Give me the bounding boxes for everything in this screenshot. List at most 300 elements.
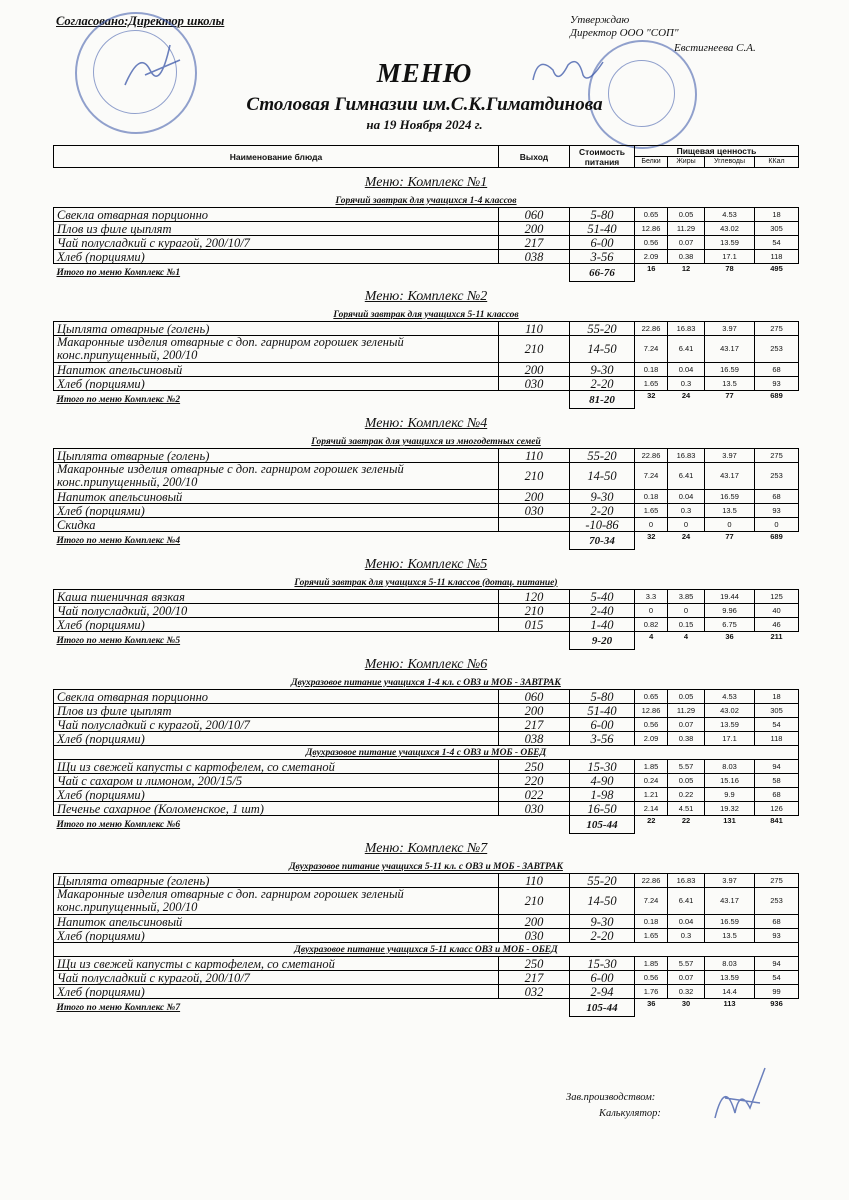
dish-protein: 0.65 bbox=[635, 208, 668, 222]
table-row bbox=[54, 518, 799, 532]
table-row bbox=[54, 322, 799, 336]
dish-price: 55-20 bbox=[570, 322, 635, 336]
dish-output: 060 bbox=[499, 690, 570, 704]
dish-protein: 7.24 bbox=[635, 336, 668, 363]
dish-protein: 7.24 bbox=[635, 888, 668, 915]
dish-output: 200 bbox=[499, 222, 570, 236]
dish-output: 250 bbox=[499, 957, 570, 971]
dish-name: Хлеб (порциями) bbox=[54, 732, 499, 746]
dish-name: Цыплята отварные (голень) bbox=[54, 874, 499, 888]
table-row bbox=[54, 929, 799, 943]
dish-name: Чай полусладкий, 200/10 bbox=[54, 604, 499, 618]
dish-price: 14-50 bbox=[570, 888, 635, 915]
dish-kcal: 68 bbox=[755, 363, 799, 377]
dish-name: Скидка bbox=[54, 518, 499, 532]
table-row bbox=[54, 802, 799, 816]
dish-name: Хлеб (порциями) bbox=[54, 788, 499, 802]
dish-fat: 0.32 bbox=[668, 985, 705, 999]
dish-price: 5-40 bbox=[570, 590, 635, 604]
dish-protein: 0.18 bbox=[635, 490, 668, 504]
total-label: Итого по меню Комплекс №5 bbox=[56, 635, 181, 646]
dish-fat: 0.05 bbox=[668, 774, 705, 788]
dish-kcal: 54 bbox=[755, 236, 799, 250]
dish-carbs: 9.96 bbox=[705, 604, 755, 618]
total-protein: 4 bbox=[649, 632, 654, 641]
dish-protein: 22.86 bbox=[635, 874, 668, 888]
dish-price: 51-40 bbox=[570, 222, 635, 236]
dish-price: -10-86 bbox=[570, 518, 635, 532]
dish-fat: 0.3 bbox=[668, 504, 705, 518]
table-row bbox=[54, 336, 799, 363]
dish-output: 200 bbox=[499, 915, 570, 929]
dish-protein: 7.24 bbox=[635, 463, 668, 490]
dish-price: 9-30 bbox=[570, 490, 635, 504]
dish-kcal: 126 bbox=[755, 802, 799, 816]
dish-protein: 1.76 bbox=[635, 985, 668, 999]
dish-output: 030 bbox=[499, 504, 570, 518]
dish-output: 210 bbox=[499, 463, 570, 490]
total-kcal: 495 bbox=[770, 264, 783, 273]
footer-calculator-label: Калькулятор: bbox=[599, 1108, 661, 1119]
dish-fat: 0.07 bbox=[668, 236, 705, 250]
dish-carbs: 14.4 bbox=[705, 985, 755, 999]
dish-protein: 2.14 bbox=[635, 802, 668, 816]
dish-name: Хлеб (порциями) bbox=[54, 377, 499, 391]
dish-price: 55-20 bbox=[570, 449, 635, 463]
dish-carbs: 16.59 bbox=[705, 490, 755, 504]
dish-fat: 16.83 bbox=[668, 322, 705, 336]
dish-kcal: 94 bbox=[755, 957, 799, 971]
dish-price: 3-56 bbox=[570, 732, 635, 746]
dish-protein: 0 bbox=[635, 604, 668, 618]
header-kcal: ККал bbox=[755, 157, 799, 168]
dish-protein: 1.85 bbox=[635, 760, 668, 774]
dish-name: Щи из свежей капусты с картофелем, со сметаной bbox=[54, 760, 499, 774]
section-subtitle-row bbox=[54, 746, 799, 760]
table-row bbox=[54, 604, 799, 618]
dish-carbs: 0 bbox=[705, 518, 755, 532]
section-subtitle: Двухразовое питание учащихся 1-4 с ОВЗ и МОБ - ОБЕД bbox=[54, 746, 799, 760]
dish-price: 1-98 bbox=[570, 788, 635, 802]
dish-output: 120 bbox=[499, 590, 570, 604]
total-carbs: 113 bbox=[723, 999, 736, 1008]
dish-fat: 0.05 bbox=[668, 208, 705, 222]
total-price: 66-76 bbox=[570, 264, 635, 282]
dish-price: 3-56 bbox=[570, 250, 635, 264]
complex-heading-row bbox=[54, 834, 799, 861]
dish-price: 14-50 bbox=[570, 336, 635, 363]
dish-carbs: 43.02 bbox=[705, 704, 755, 718]
dish-carbs: 6.75 bbox=[705, 618, 755, 632]
dish-name: Хлеб (порциями) bbox=[54, 985, 499, 999]
approval-right-line2: Директор ООО "СОП" bbox=[570, 27, 679, 39]
complex-heading: Меню: Комплекс №1 bbox=[364, 175, 488, 190]
dish-carbs: 13.59 bbox=[705, 971, 755, 985]
dish-kcal: 99 bbox=[755, 985, 799, 999]
dish-carbs: 16.59 bbox=[705, 915, 755, 929]
dish-carbs: 3.97 bbox=[705, 322, 755, 336]
section-subtitle: Горячий завтрак для учащихся 1-4 классов bbox=[335, 195, 517, 206]
header-fat: Жиры bbox=[668, 157, 705, 168]
dish-name: Напиток апельсиновый bbox=[54, 915, 499, 929]
dish-carbs: 19.32 bbox=[705, 802, 755, 816]
table-row bbox=[54, 888, 799, 915]
dish-price: 6-00 bbox=[570, 971, 635, 985]
dish-fat: 6.41 bbox=[668, 888, 705, 915]
table-row bbox=[54, 760, 799, 774]
dish-fat: 16.83 bbox=[668, 449, 705, 463]
total-price: 81-20 bbox=[570, 391, 635, 409]
dish-fat: 11.29 bbox=[668, 222, 705, 236]
dish-fat: 0.15 bbox=[668, 618, 705, 632]
table-row bbox=[54, 718, 799, 732]
dish-output: 110 bbox=[499, 322, 570, 336]
total-fat: 30 bbox=[681, 999, 691, 1008]
table-row bbox=[54, 590, 799, 604]
dish-kcal: 93 bbox=[755, 504, 799, 518]
header-nutrition: Пищевая ценность bbox=[635, 146, 799, 157]
dish-name: Чай с сахаром и лимоном, 200/15/5 bbox=[54, 774, 499, 788]
dish-fat: 0.3 bbox=[668, 929, 705, 943]
total-fat: 24 bbox=[681, 532, 691, 541]
total-kcal: 689 bbox=[770, 532, 783, 541]
table-row bbox=[54, 957, 799, 971]
dish-price: 51-40 bbox=[570, 704, 635, 718]
dish-fat: 0.07 bbox=[668, 971, 705, 985]
table-header-row bbox=[54, 146, 799, 157]
section-subtitle: Двухразовое питание учащихся 5-11 кл. с ОВЗ и МОБ - ЗАВТРАК bbox=[289, 861, 563, 872]
dish-price: 15-30 bbox=[570, 957, 635, 971]
header-price: Стоимость питания bbox=[570, 146, 635, 168]
dish-fat: 4.51 bbox=[668, 802, 705, 816]
dish-protein: 12.86 bbox=[635, 704, 668, 718]
dish-output: 217 bbox=[499, 236, 570, 250]
dish-protein: 2.09 bbox=[635, 732, 668, 746]
approval-right-name: Евстигнеева С.А. bbox=[674, 42, 756, 54]
total-protein: 32 bbox=[647, 391, 656, 400]
dish-output: 060 bbox=[499, 208, 570, 222]
dish-name: Чай полусладкий с курагой, 200/10/7 bbox=[54, 971, 499, 985]
dish-output: 110 bbox=[499, 449, 570, 463]
total-fat: 4 bbox=[683, 632, 689, 641]
dish-protein: 22.86 bbox=[635, 322, 668, 336]
table-row bbox=[54, 250, 799, 264]
dish-protein: 2.09 bbox=[635, 250, 668, 264]
dish-kcal: 253 bbox=[755, 888, 799, 915]
complex-total-row bbox=[54, 391, 799, 409]
total-fat: 12 bbox=[681, 264, 691, 273]
dish-name: Цыплята отварные (голень) bbox=[54, 322, 499, 336]
complex-total-row bbox=[54, 264, 799, 282]
dish-name: Макаронные изделия отварные с доп. гарниром горошек зеленый конс.припущенный, 200/10 bbox=[54, 336, 499, 363]
dish-carbs: 4.53 bbox=[705, 690, 755, 704]
dish-output: 200 bbox=[499, 490, 570, 504]
dish-kcal: 275 bbox=[755, 874, 799, 888]
dish-price: 55-20 bbox=[570, 874, 635, 888]
dish-carbs: 9.9 bbox=[705, 788, 755, 802]
dish-kcal: 253 bbox=[755, 463, 799, 490]
dish-kcal: 54 bbox=[755, 971, 799, 985]
total-price: 70-34 bbox=[570, 532, 635, 550]
dish-fat: 0.04 bbox=[668, 915, 705, 929]
dish-kcal: 18 bbox=[755, 690, 799, 704]
dish-price: 9-30 bbox=[570, 915, 635, 929]
complex-total-row bbox=[54, 999, 799, 1017]
complex-total-row bbox=[54, 816, 799, 834]
dish-output: 110 bbox=[499, 874, 570, 888]
section-subtitle-row bbox=[54, 943, 799, 957]
dish-kcal: 253 bbox=[755, 336, 799, 363]
dish-kcal: 305 bbox=[755, 222, 799, 236]
dish-name: Хлеб (порциями) bbox=[54, 618, 499, 632]
dish-fat: 0 bbox=[668, 604, 705, 618]
table-row bbox=[54, 915, 799, 929]
menu-date: на 19 Ноября 2024 г. bbox=[366, 117, 483, 132]
total-carbs: 36 bbox=[725, 632, 734, 641]
complex-heading-row bbox=[54, 550, 799, 577]
total-label: Итого по меню Комплекс №7 bbox=[56, 1002, 181, 1013]
menu-table bbox=[53, 145, 799, 1017]
total-carbs: 77 bbox=[725, 391, 734, 400]
table-row bbox=[54, 774, 799, 788]
section-subtitle: Двухразовое питание учащихся 5-11 класс ОВЗ и МОБ - ОБЕД bbox=[54, 943, 799, 957]
dish-fat: 0.38 bbox=[668, 250, 705, 264]
dish-carbs: 3.97 bbox=[705, 449, 755, 463]
table-row bbox=[54, 690, 799, 704]
section-subtitle-row bbox=[54, 676, 799, 690]
total-price: 105-44 bbox=[570, 999, 635, 1017]
dish-kcal: 68 bbox=[755, 788, 799, 802]
dish-carbs: 19.44 bbox=[705, 590, 755, 604]
dish-price: 6-00 bbox=[570, 718, 635, 732]
dish-protein: 22.86 bbox=[635, 449, 668, 463]
dish-output: 015 bbox=[499, 618, 570, 632]
dish-kcal: 68 bbox=[755, 490, 799, 504]
dish-output bbox=[499, 518, 570, 532]
dish-protein: 0.65 bbox=[635, 690, 668, 704]
dish-price: 2-20 bbox=[570, 929, 635, 943]
dish-protein: 3.3 bbox=[635, 590, 668, 604]
dish-output: 217 bbox=[499, 971, 570, 985]
table-row bbox=[54, 971, 799, 985]
footer-calculator bbox=[599, 1108, 661, 1119]
dish-kcal: 58 bbox=[755, 774, 799, 788]
dish-price: 5-80 bbox=[570, 690, 635, 704]
dish-fat: 0.07 bbox=[668, 718, 705, 732]
dish-name: Хлеб (порциями) bbox=[54, 504, 499, 518]
dish-price: 15-30 bbox=[570, 760, 635, 774]
section-subtitle: Горячий завтрак для учащихся 5-11 классов (дотац. питание) bbox=[294, 577, 558, 588]
footer-production bbox=[566, 1092, 655, 1103]
dish-carbs: 43.17 bbox=[705, 888, 755, 915]
dish-output: 038 bbox=[499, 732, 570, 746]
dish-output: 200 bbox=[499, 363, 570, 377]
complex-heading: Меню: Комплекс №2 bbox=[364, 289, 488, 304]
table-row bbox=[54, 704, 799, 718]
section-subtitle: Горячий завтрак для учащихся из многодетных семей bbox=[311, 436, 541, 447]
total-price: 105-44 bbox=[570, 816, 635, 834]
dish-output: 217 bbox=[499, 718, 570, 732]
dish-fat: 6.41 bbox=[668, 336, 705, 363]
total-protein: 36 bbox=[647, 999, 656, 1008]
dish-kcal: 40 bbox=[755, 604, 799, 618]
dish-price: 1-40 bbox=[570, 618, 635, 632]
total-protein: 16 bbox=[647, 264, 656, 273]
dish-price: 16-50 bbox=[570, 802, 635, 816]
dish-protein: 1.65 bbox=[635, 377, 668, 391]
header-dish-name: Наименование блюда bbox=[54, 146, 499, 168]
table-row bbox=[54, 874, 799, 888]
dish-output: 030 bbox=[499, 802, 570, 816]
dish-carbs: 3.97 bbox=[705, 874, 755, 888]
dish-protein: 0.18 bbox=[635, 363, 668, 377]
table-row bbox=[54, 363, 799, 377]
total-protein: 22 bbox=[647, 816, 656, 825]
table-row bbox=[54, 788, 799, 802]
dish-kcal: 275 bbox=[755, 322, 799, 336]
complex-heading: Меню: Комплекс №6 bbox=[364, 657, 488, 672]
table-row bbox=[54, 490, 799, 504]
header-protein: Белки bbox=[635, 157, 668, 168]
dish-name: Каша пшеничная вязкая bbox=[54, 590, 499, 604]
dish-carbs: 17.1 bbox=[705, 732, 755, 746]
total-carbs: 131 bbox=[723, 816, 736, 825]
dish-kcal: 18 bbox=[755, 208, 799, 222]
dish-fat: 5.57 bbox=[668, 760, 705, 774]
dish-name: Хлеб (порциями) bbox=[54, 929, 499, 943]
dish-carbs: 13.5 bbox=[705, 377, 755, 391]
dish-name: Плов из филе цыплят bbox=[54, 222, 499, 236]
dish-output: 220 bbox=[499, 774, 570, 788]
dish-output: 250 bbox=[499, 760, 570, 774]
dish-carbs: 43.02 bbox=[705, 222, 755, 236]
dish-carbs: 17.1 bbox=[705, 250, 755, 264]
dish-price: 14-50 bbox=[570, 463, 635, 490]
dish-protein: 0.18 bbox=[635, 915, 668, 929]
dish-output: 022 bbox=[499, 788, 570, 802]
dish-name: Плов из филе цыплят bbox=[54, 704, 499, 718]
dish-fat: 11.29 bbox=[668, 704, 705, 718]
dish-kcal: 46 bbox=[755, 618, 799, 632]
footer-production-label: Зав.производством: bbox=[566, 1092, 656, 1103]
table-row bbox=[54, 236, 799, 250]
section-subtitle-row bbox=[54, 576, 799, 590]
dish-kcal: 118 bbox=[755, 250, 799, 264]
dish-protein: 0 bbox=[635, 518, 668, 532]
dish-protein: 0.24 bbox=[635, 774, 668, 788]
dish-name: Чай полусладкий с курагой, 200/10/7 bbox=[54, 236, 499, 250]
page-subtitle: Столовая Гимназии им.С.К.Гиматдинова bbox=[246, 94, 603, 115]
dish-kcal: 94 bbox=[755, 760, 799, 774]
dish-fat: 0.04 bbox=[668, 490, 705, 504]
dish-carbs: 4.53 bbox=[705, 208, 755, 222]
dish-fat: 0.3 bbox=[668, 377, 705, 391]
approval-right-line1: Утверждаю bbox=[570, 14, 630, 26]
dish-fat: 0 bbox=[668, 518, 705, 532]
section-subtitle: Горячий завтрак для учащихся 5-11 классов bbox=[333, 309, 519, 320]
table-row bbox=[54, 463, 799, 490]
dish-output: 210 bbox=[499, 336, 570, 363]
dish-output: 032 bbox=[499, 985, 570, 999]
complex-heading: Меню: Комплекс №7 bbox=[364, 841, 488, 856]
dish-name: Макаронные изделия отварные с доп. гарниром горошек зеленый конс.припущенный, 200/10 bbox=[54, 463, 499, 490]
dish-carbs: 43.17 bbox=[705, 336, 755, 363]
dish-kcal: 93 bbox=[755, 929, 799, 943]
dish-output: 030 bbox=[499, 929, 570, 943]
dish-fat: 0.22 bbox=[668, 788, 705, 802]
table-row bbox=[54, 377, 799, 391]
dish-name: Хлеб (порциями) bbox=[54, 250, 499, 264]
total-kcal: 211 bbox=[770, 632, 783, 641]
dish-carbs: 8.03 bbox=[705, 957, 755, 971]
table-row bbox=[54, 985, 799, 999]
dish-name: Щи из свежей капусты с картофелем, со сметаной bbox=[54, 957, 499, 971]
dish-price: 9-30 bbox=[570, 363, 635, 377]
section-subtitle-row bbox=[54, 435, 799, 449]
complex-heading-row bbox=[54, 168, 799, 195]
dish-protein: 1.65 bbox=[635, 504, 668, 518]
total-kcal: 841 bbox=[770, 816, 783, 825]
header-output: Выход bbox=[499, 146, 570, 168]
approval-left: Согласовано:Директор школы bbox=[56, 14, 225, 28]
dish-carbs: 16.59 bbox=[705, 363, 755, 377]
dish-name: Чай полусладкий с курагой, 200/10/7 bbox=[54, 718, 499, 732]
table-row bbox=[54, 449, 799, 463]
table-row bbox=[54, 208, 799, 222]
total-price: 9-20 bbox=[570, 632, 635, 650]
dish-carbs: 13.59 bbox=[705, 236, 755, 250]
dish-carbs: 13.59 bbox=[705, 718, 755, 732]
table-row bbox=[54, 732, 799, 746]
dish-protein: 0.82 bbox=[635, 618, 668, 632]
total-carbs: 78 bbox=[725, 264, 734, 273]
dish-price: 2-20 bbox=[570, 504, 635, 518]
dish-protein: 0.56 bbox=[635, 236, 668, 250]
dish-protein: 0.56 bbox=[635, 971, 668, 985]
dish-kcal: 0 bbox=[755, 518, 799, 532]
dish-kcal: 275 bbox=[755, 449, 799, 463]
section-subtitle-row bbox=[54, 194, 799, 208]
page-title: МЕНЮ bbox=[376, 58, 473, 88]
dish-price: 4-90 bbox=[570, 774, 635, 788]
complex-heading-row bbox=[54, 282, 799, 309]
total-kcal: 936 bbox=[770, 999, 783, 1008]
dish-kcal: 54 bbox=[755, 718, 799, 732]
total-carbs: 77 bbox=[725, 532, 734, 541]
dish-kcal: 125 bbox=[755, 590, 799, 604]
dish-name: Напиток апельсиновый bbox=[54, 490, 499, 504]
dish-name: Цыплята отварные (голень) bbox=[54, 449, 499, 463]
section-subtitle-row bbox=[54, 860, 799, 874]
dish-output: 030 bbox=[499, 377, 570, 391]
complex-heading-row bbox=[54, 650, 799, 677]
dish-kcal: 305 bbox=[755, 704, 799, 718]
dish-kcal: 118 bbox=[755, 732, 799, 746]
dish-name: Свекла отварная порционно bbox=[54, 208, 499, 222]
dish-fat: 16.83 bbox=[668, 874, 705, 888]
dish-price: 2-40 bbox=[570, 604, 635, 618]
section-subtitle-row bbox=[54, 308, 799, 322]
dish-name: Напиток апельсиновый bbox=[54, 363, 499, 377]
dish-protein: 12.86 bbox=[635, 222, 668, 236]
complex-heading: Меню: Комплекс №4 bbox=[364, 416, 488, 431]
dish-carbs: 13.5 bbox=[705, 504, 755, 518]
dish-carbs: 43.17 bbox=[705, 463, 755, 490]
total-protein: 32 bbox=[647, 532, 656, 541]
total-label: Итого по меню Комплекс №2 bbox=[56, 394, 181, 405]
dish-name: Свекла отварная порционно bbox=[54, 690, 499, 704]
dish-kcal: 93 bbox=[755, 377, 799, 391]
